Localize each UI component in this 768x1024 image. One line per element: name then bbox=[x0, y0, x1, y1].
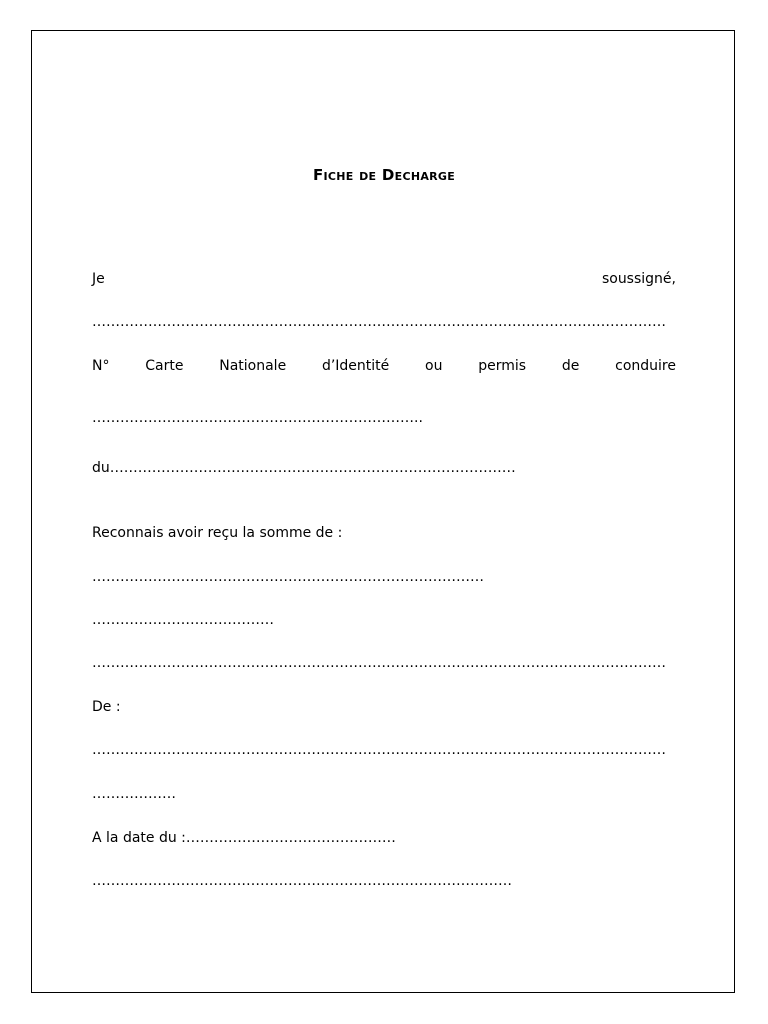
carte-word: N° bbox=[92, 358, 110, 374]
carte-word: ou bbox=[425, 358, 443, 374]
soussigne-row bbox=[92, 270, 676, 288]
somme-field-dots-3[interactable]: …………………………………………………………………………………………………………… bbox=[92, 655, 666, 671]
carte-identite-row bbox=[92, 357, 676, 375]
de-field-dots-2[interactable]: ……………… bbox=[92, 786, 176, 802]
name-field-dots[interactable]: …………………………………………………………………………………………………………… bbox=[92, 314, 666, 330]
carte-word: conduire bbox=[615, 358, 676, 374]
du-date-field[interactable]: du…………………………………………………………………………… bbox=[92, 460, 516, 476]
document-title: Fiche de Decharge bbox=[312, 166, 456, 184]
de-label: De : bbox=[92, 699, 121, 715]
recu-somme-label: Reconnais avoir reçu la somme de : bbox=[92, 525, 343, 541]
de-field-dots-1[interactable]: …………………………………………………………………………………………………………… bbox=[92, 742, 666, 758]
somme-field-dots-2[interactable]: ………………………………… bbox=[92, 612, 274, 628]
carte-number-field-dots[interactable]: …………………………………………………………….. bbox=[92, 410, 423, 426]
carte-word: de bbox=[561, 358, 580, 374]
date-field[interactable]: A la date du :……………………………………… bbox=[92, 830, 396, 846]
je-label: Je bbox=[92, 271, 105, 287]
final-field-dots[interactable]: ……………………………………………………………………………… bbox=[92, 873, 512, 889]
carte-word: Nationale bbox=[219, 358, 287, 374]
soussigne-label: soussigné, bbox=[601, 271, 676, 287]
carte-word: permis bbox=[478, 358, 527, 374]
somme-field-dots-1[interactable]: ………………………………………………………………………… bbox=[92, 569, 484, 585]
carte-word: Carte bbox=[145, 358, 184, 374]
carte-word: d’Identité bbox=[321, 358, 390, 374]
